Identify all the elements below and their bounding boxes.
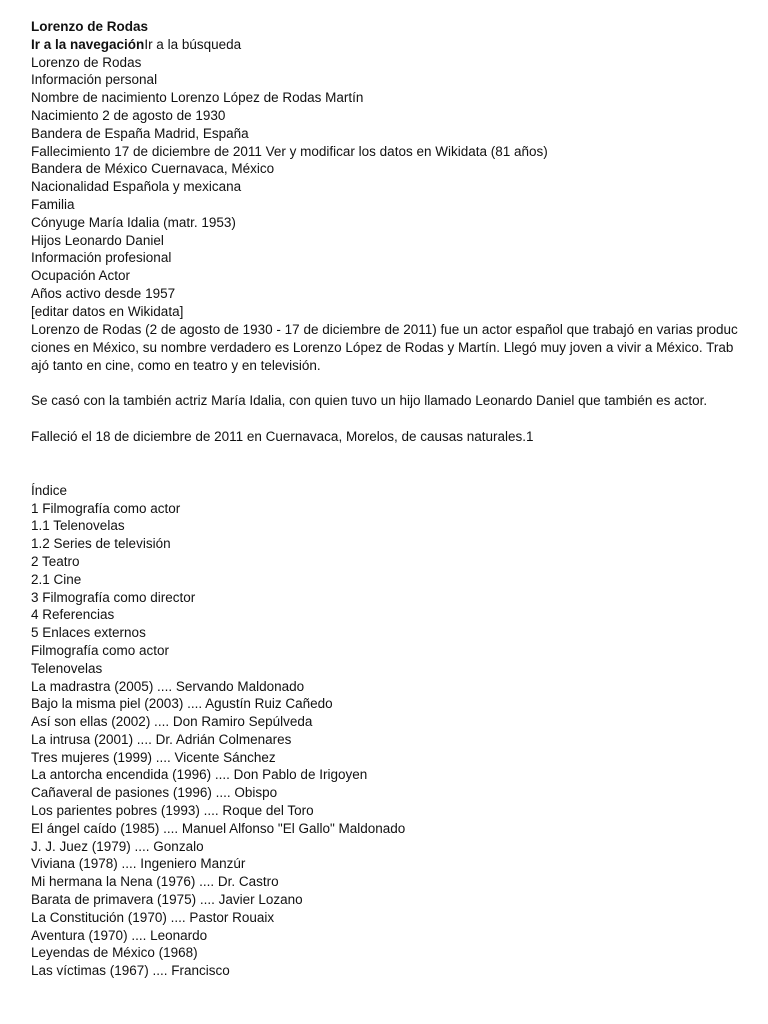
infobox	[31, 54, 743, 321]
toc-item-referencias[interactable]: 4 Referencias	[31, 607, 115, 623]
list-item: La madrastra (2005) .... Servando Maldonado	[31, 678, 305, 694]
skip-to-search-link[interactable]: Ir a la búsqueda	[144, 36, 242, 52]
list-item: El ángel caído (1985) .... Manuel Alfonso "El Gallo" Maldonado	[31, 820, 406, 836]
page-title: Lorenzo de Rodas	[31, 19, 149, 34]
infobox-section-personal: Información personal	[31, 72, 158, 88]
toc-item-teatro[interactable]: 2 Teatro	[31, 553, 80, 569]
infobox-birth-name: Nombre de nacimiento Lorenzo López de Rodas Martín	[31, 90, 364, 106]
infobox-occupation: Ocupación Actor	[31, 268, 131, 284]
list-item: Las víctimas (1967) .... Francisco	[31, 963, 230, 979]
telenovelas-list	[31, 678, 743, 981]
list-item: Leyendas de México (1968)	[31, 945, 198, 961]
infobox-birth-place: Bandera de España Madrid, España	[31, 125, 249, 141]
list-item: Cañaveral de pasiones (1996) .... Obispo	[31, 785, 278, 801]
infobox-nationality: Nacionalidad Española y mexicana	[31, 179, 242, 195]
list-item: La intrusa (2001) .... Dr. Adrián Colmenares	[31, 731, 292, 747]
toc-item-cine[interactable]: 2.1 Cine	[31, 571, 82, 587]
list-item: Viviana (1978) .... Ingeniero Manzúr	[31, 856, 246, 872]
list-item: J. J. Juez (1979) .... Gonzalo	[31, 838, 204, 854]
infobox-years-active: Años activo desde 1957	[31, 285, 176, 301]
edit-wikidata-link[interactable]: [editar datos en Wikidata]	[31, 303, 184, 319]
list-item: Bajo la misma piel (2003) .... Agustín Ruiz Cañedo	[31, 696, 333, 712]
article	[31, 18, 743, 980]
infobox-section-family: Familia	[31, 196, 75, 212]
infobox-title: Lorenzo de Rodas	[31, 54, 142, 70]
table-of-contents	[31, 482, 743, 642]
toc-item-filmografia-director[interactable]: 3 Filmografía como director	[31, 589, 196, 605]
paragraph-family: Se casó con la también actriz María Idalia, con quien tuvo un hijo llamado Leonardo Daniel que también es actor.	[31, 393, 708, 409]
infobox-children: Hijos Leonardo Daniel	[31, 232, 164, 248]
list-item: Aventura (1970) .... Leonardo	[31, 927, 208, 943]
section-heading: Filmografía como actor	[31, 642, 170, 658]
toc-heading: Índice	[31, 482, 68, 498]
toc-item-series-television[interactable]: 1.2 Series de televisión	[31, 536, 171, 552]
infobox-birth-date: Nacimiento 2 de agosto de 1930	[31, 107, 226, 123]
list-item: La antorcha encendida (1996) .... Don Pablo de Irigoyen	[31, 767, 368, 783]
list-item: Mi hermana la Nena (1976) .... Dr. Castro	[31, 874, 279, 890]
skip-links	[31, 36, 743, 54]
paragraph-intro: Lorenzo de Rodas (2 de agosto de 1930 - 17 de diciembre de 2011) fue un actor español que trabajó en varias producciones en México, su nombre verdadero es Lorenzo López de Rodas y Martín. Llegó muy joven a vivir a México. Trabajó tanto en cine, como en teatro y en televisión.	[31, 321, 738, 373]
toc-item-filmografia-actor[interactable]: 1 Filmografía como actor	[31, 500, 181, 516]
infobox-spouse: Cónyuge María Idalia (matr. 1953)	[31, 214, 236, 230]
list-item: Barata de primavera (1975) .... Javier Lozano	[31, 892, 303, 908]
article-body	[31, 321, 743, 482]
toc-item-telenovelas[interactable]: 1.1 Telenovelas	[31, 518, 125, 534]
paragraph-death: Falleció el 18 de diciembre de 2011 en Cuernavaca, Morelos, de causas naturales.1	[31, 429, 534, 445]
list-item: Los parientes pobres (1993) .... Roque del Toro	[31, 803, 314, 819]
list-item: Tres mujeres (1999) .... Vicente Sánchez	[31, 749, 276, 765]
infobox-death-place: Bandera de México Cuernavaca, México	[31, 161, 275, 177]
list-item: La Constitución (1970) .... Pastor Rouaix	[31, 909, 275, 925]
list-item: Así son ellas (2002) .... Don Ramiro Sepúlveda	[31, 714, 313, 730]
subsection-heading: Telenovelas	[31, 660, 103, 676]
infobox-death: Fallecimiento 17 de diciembre de 2011 Ver y modificar los datos en Wikidata (81 años)	[31, 143, 548, 159]
infobox-section-professional: Información profesional	[31, 250, 172, 266]
skip-to-navigation-link[interactable]: Ir a la navegación	[31, 36, 145, 52]
toc-item-enlaces-externos[interactable]: 5 Enlaces externos	[31, 625, 146, 641]
